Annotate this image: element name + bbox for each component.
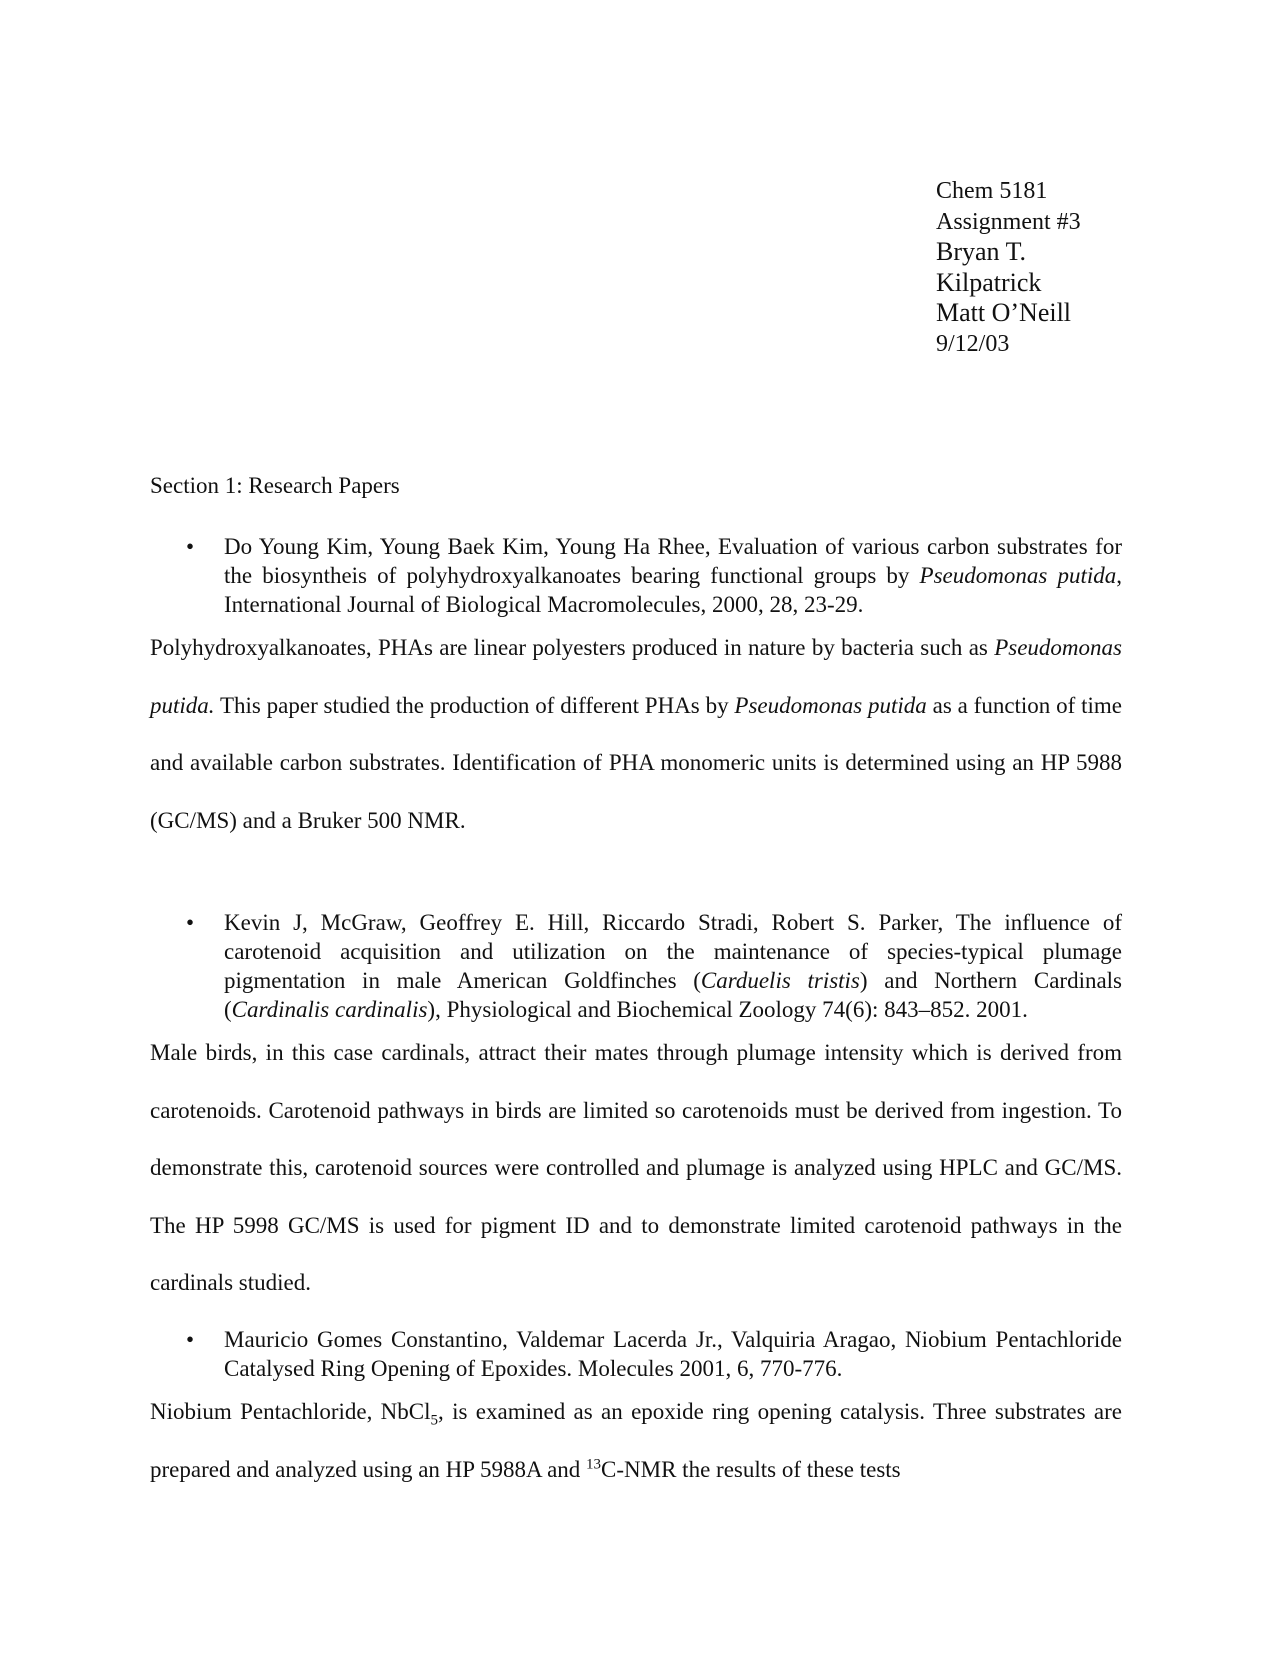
header-block <box>936 176 1081 360</box>
subscript: 5 <box>430 1412 439 1429</box>
summary-text: Niobium Pentachloride, NbCl <box>150 1399 431 1424</box>
bullet-icon: • <box>186 534 195 559</box>
summary-1 <box>150 619 1122 849</box>
summary-text: Polyhydroxyalkanoates, PHAs are linear polyesters produced in nature by bacteria such as <box>150 635 995 660</box>
author-name-2: Matt O’Neill <box>936 298 1072 328</box>
course-label: Chem 5181 <box>936 178 1048 204</box>
assignment-label: Assignment #3 <box>936 208 1081 235</box>
summary-2: Male birds, in this case cardinals, attract their mates through plumage intensity which is derived from carotenoids. Carotenoid pathways in birds are limited so carotenoids must be derived from ingestion. To demonstrate this, carotenoid sources were controlled and plumage is analyzed using HPLC and GC/MS. The HP 5998 GC/MS is used for pigment ID and to demonstrate limited carotenoid pathways in the cardinals studied. <box>150 1040 1122 1296</box>
reference-entry-1 <box>150 532 1122 849</box>
summary-text: C-NMR the results of these tests <box>601 1456 901 1482</box>
bullet-icon: • <box>186 1327 195 1352</box>
author-name-line2: Kilpatrick <box>936 267 1042 297</box>
summary-text: as a function of time and available carbon substrates. Identification of PHA monomeric units is determined using an HP 5988 (GC/MS) and a Bruker 500 NMR. <box>150 692 1122 833</box>
citation-text: ), Physiological and Biochemical Zoology 74(6): 843–852. 2001. <box>427 997 1028 1022</box>
reference-entry-3 <box>150 1325 1122 1498</box>
date-label: 9/12/03 <box>936 330 1010 357</box>
species-name: Carduelis tristis <box>700 968 860 993</box>
citation-text: Do Young Kim, Young Baek Kim, Young Ha Rhee, Evaluation of various carbon substrates for the biosyntheis of polyhydroxyalkanoates bearing functional groups by <box>224 534 1122 588</box>
species-name: Pseudomonas putida <box>919 563 1117 588</box>
citation-text: Kevin J, McGraw, Geoffrey E. Hill, Riccardo Stradi, Robert S. Parker, The influence of carotenoid acquisition and utilization on the maintenance of species-typical plumage pigmentation in male American Goldfinches ( <box>224 910 1122 993</box>
species-name: Cardinalis cardinalis <box>231 997 428 1022</box>
species-name: Pseudomonas putida <box>734 692 927 718</box>
superscript: 13 <box>586 1455 602 1472</box>
citation-journal: , International Journal of Biological Macromolecules, 2000, 28, 23-29. <box>224 563 1122 617</box>
summary-text: This paper studied the production of different PHAs by <box>214 692 735 718</box>
summary-text: , is examined as an epoxide ring opening catalysis. Three substrates are prepared and analyzed using an HP 5988A and <box>150 1399 1123 1482</box>
citation-1 <box>186 532 1122 619</box>
citation-text: Mauricio Gomes Constantino, Valdemar Lacerda Jr., Valquiria Aragao, Niobium Pentachloride Catalysed Ring Opening of Epoxides. Molecules 2001, 6, 770-776. <box>224 1327 1122 1381</box>
reference-entry-2 <box>150 908 1122 1312</box>
author-name-line1: Bryan T. <box>936 237 1027 267</box>
section-title: Section 1: Research Papers <box>150 473 400 498</box>
citation-3 <box>186 1325 1122 1383</box>
citation-2 <box>186 908 1123 1024</box>
bullet-icon: • <box>186 910 195 935</box>
summary-3 <box>150 1383 1122 1498</box>
species-name: Pseudomonas putida. <box>150 635 1122 718</box>
citation-text: ) and Northern Cardinals ( <box>224 968 1123 1022</box>
